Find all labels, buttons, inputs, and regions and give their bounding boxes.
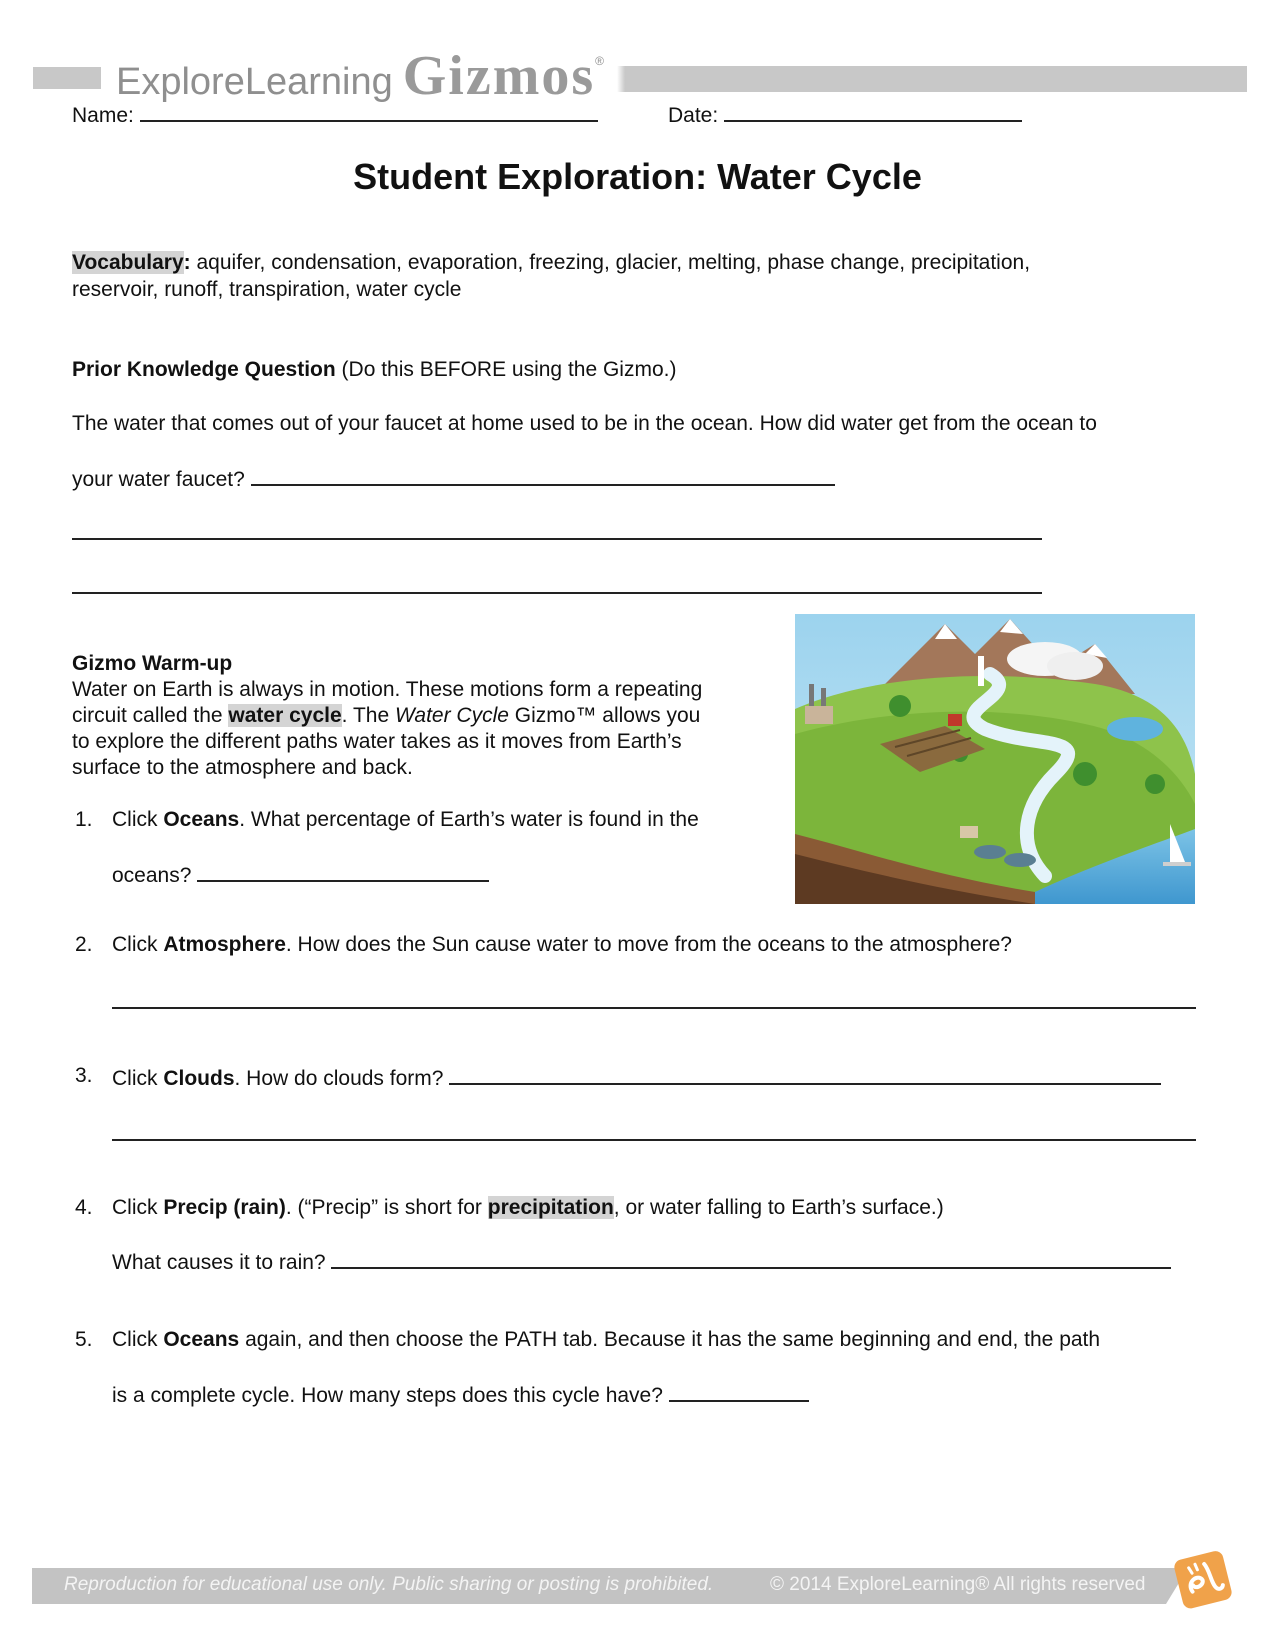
warmup-line-4: surface to the atmosphere and back.: [72, 756, 413, 779]
date-field[interactable]: [668, 100, 1022, 129]
q4-post-a: . (“Precip” is short for: [285, 1196, 488, 1219]
warmup-line-2-b: . The: [341, 704, 395, 727]
q4-line2-text: What causes it to rain?: [112, 1251, 326, 1274]
header-bar-right: [625, 66, 1247, 92]
q5-post: again, and then choose the PATH tab. Because it has the same beginning and end, the path: [239, 1328, 1101, 1351]
prior-question-text-2: your water faucet?: [72, 468, 245, 491]
gizmo-name-italic: Water Cycle: [394, 704, 509, 727]
footer-copyright: © 2014 ExploreLearning® All rights reserved: [770, 1574, 1146, 1595]
explorelearning-gizmos-logo: [116, 44, 604, 108]
vocabulary-terms-1: aquifer, condensation, evaporation, freezing, glacier, melting, phase change, precipitation,: [190, 251, 1031, 274]
q3-post: . How do clouds form?: [234, 1067, 444, 1090]
q5-line2-text: is a complete cycle. How many steps does this cycle have?: [112, 1384, 663, 1407]
warmup-line-2-a: circuit called the: [72, 704, 229, 727]
q5-pre: Click: [112, 1328, 164, 1351]
q1-line2-text: oceans?: [112, 864, 192, 887]
warmup-line-1: Water on Earth is always in motion. These motions form a repeating: [72, 678, 703, 701]
prior-question-line-1: The water that comes out of your faucet at home used to be in the ocean. How did water get from the ocean to: [72, 412, 1097, 435]
warmup-line-2: [72, 703, 700, 729]
q3-pre: Click: [112, 1067, 164, 1090]
registered-mark: ®: [595, 54, 605, 68]
prior-answer-blank-1[interactable]: [251, 464, 835, 486]
q4-post-b: , or water falling to Earth’s surface.): [613, 1196, 944, 1219]
brand-gizmos: Gizmos: [402, 45, 596, 107]
vocabulary-label: Vocabulary: [72, 251, 184, 274]
q1-button-name: Oceans: [163, 808, 240, 831]
footer-reproduction-notice: Reproduction for educational use only. Public sharing or posting is prohibited.: [64, 1574, 714, 1595]
date-blank[interactable]: [724, 100, 1022, 122]
brand-explore: ExploreLearning: [116, 61, 393, 103]
term-water-cycle: water cycle: [228, 704, 342, 727]
question-3-number: 3.: [75, 1064, 93, 1087]
q2-answer-blank[interactable]: [112, 1007, 1196, 1009]
prior-question-line-2: [72, 464, 835, 493]
date-label: Date:: [668, 104, 719, 127]
q2-pre: Click: [112, 933, 164, 956]
name-blank[interactable]: [140, 100, 598, 122]
question-1-line-2: [112, 860, 489, 889]
warmup-heading-text: Gizmo Warm-up: [72, 652, 233, 675]
prior-knowledge-heading: [72, 357, 676, 383]
question-2-number: 2.: [75, 933, 93, 956]
water-cycle-gizmo-image: [795, 614, 1195, 904]
vocabulary-colon: :: [183, 251, 191, 274]
q1-pre: Click: [112, 808, 164, 831]
prior-answer-blank-3[interactable]: [72, 592, 1042, 594]
vocabulary-terms-2: reservoir, runoff, transpiration, water cycle: [72, 278, 462, 301]
question-2-text: [112, 932, 1012, 958]
header-bar-left: [33, 67, 101, 89]
q3-answer-blank-2[interactable]: [112, 1139, 1196, 1141]
term-precipitation: precipitation: [487, 1196, 614, 1219]
page-title: Student Exploration: Water Cycle: [353, 156, 922, 197]
question-5-number: 5.: [75, 1328, 93, 1351]
q4-pre: Click: [112, 1196, 164, 1219]
prior-answer-blank-2[interactable]: [72, 538, 1042, 540]
name-label: Name:: [72, 104, 134, 127]
explorelearning-el-logo-icon: [1168, 1545, 1236, 1615]
q3-answer-blank-1[interactable]: [449, 1063, 1161, 1085]
q4-answer-blank[interactable]: [331, 1247, 1171, 1269]
q1-answer-blank[interactable]: [197, 860, 489, 882]
question-3-text: [112, 1063, 1161, 1092]
name-field[interactable]: [72, 100, 598, 129]
q5-button-name: Oceans: [163, 1328, 240, 1351]
q2-button-name: Atmosphere: [163, 933, 286, 956]
warmup-heading: [72, 651, 232, 677]
question-4-text: [112, 1195, 944, 1221]
question-1-number: 1.: [75, 808, 93, 831]
question-4-number: 4.: [75, 1196, 93, 1219]
q3-button-name: Clouds: [163, 1067, 235, 1090]
q5-answer-blank[interactable]: [669, 1380, 809, 1402]
question-5-text: [112, 1327, 1100, 1353]
q2-post: . How does the Sun cause water to move from the oceans to the atmosphere?: [285, 933, 1012, 956]
q1-post: . What percentage of Earth’s water is found in the: [239, 808, 699, 831]
prior-knowledge-title: Prior Knowledge Question: [72, 358, 336, 381]
question-4-line-2: [112, 1247, 1171, 1276]
vocabulary-line-1: [72, 250, 1030, 276]
question-5-line-2: [112, 1380, 809, 1409]
warmup-line-3: to explore the different paths water takes as it moves from Earth’s: [72, 730, 682, 753]
warmup-line-2-c: Gizmo™ allows you: [508, 704, 701, 727]
q4-button-name: Precip (rain): [163, 1196, 286, 1219]
prior-knowledge-note: (Do this BEFORE using the Gizmo.): [335, 358, 677, 381]
question-1-text: [112, 807, 699, 833]
